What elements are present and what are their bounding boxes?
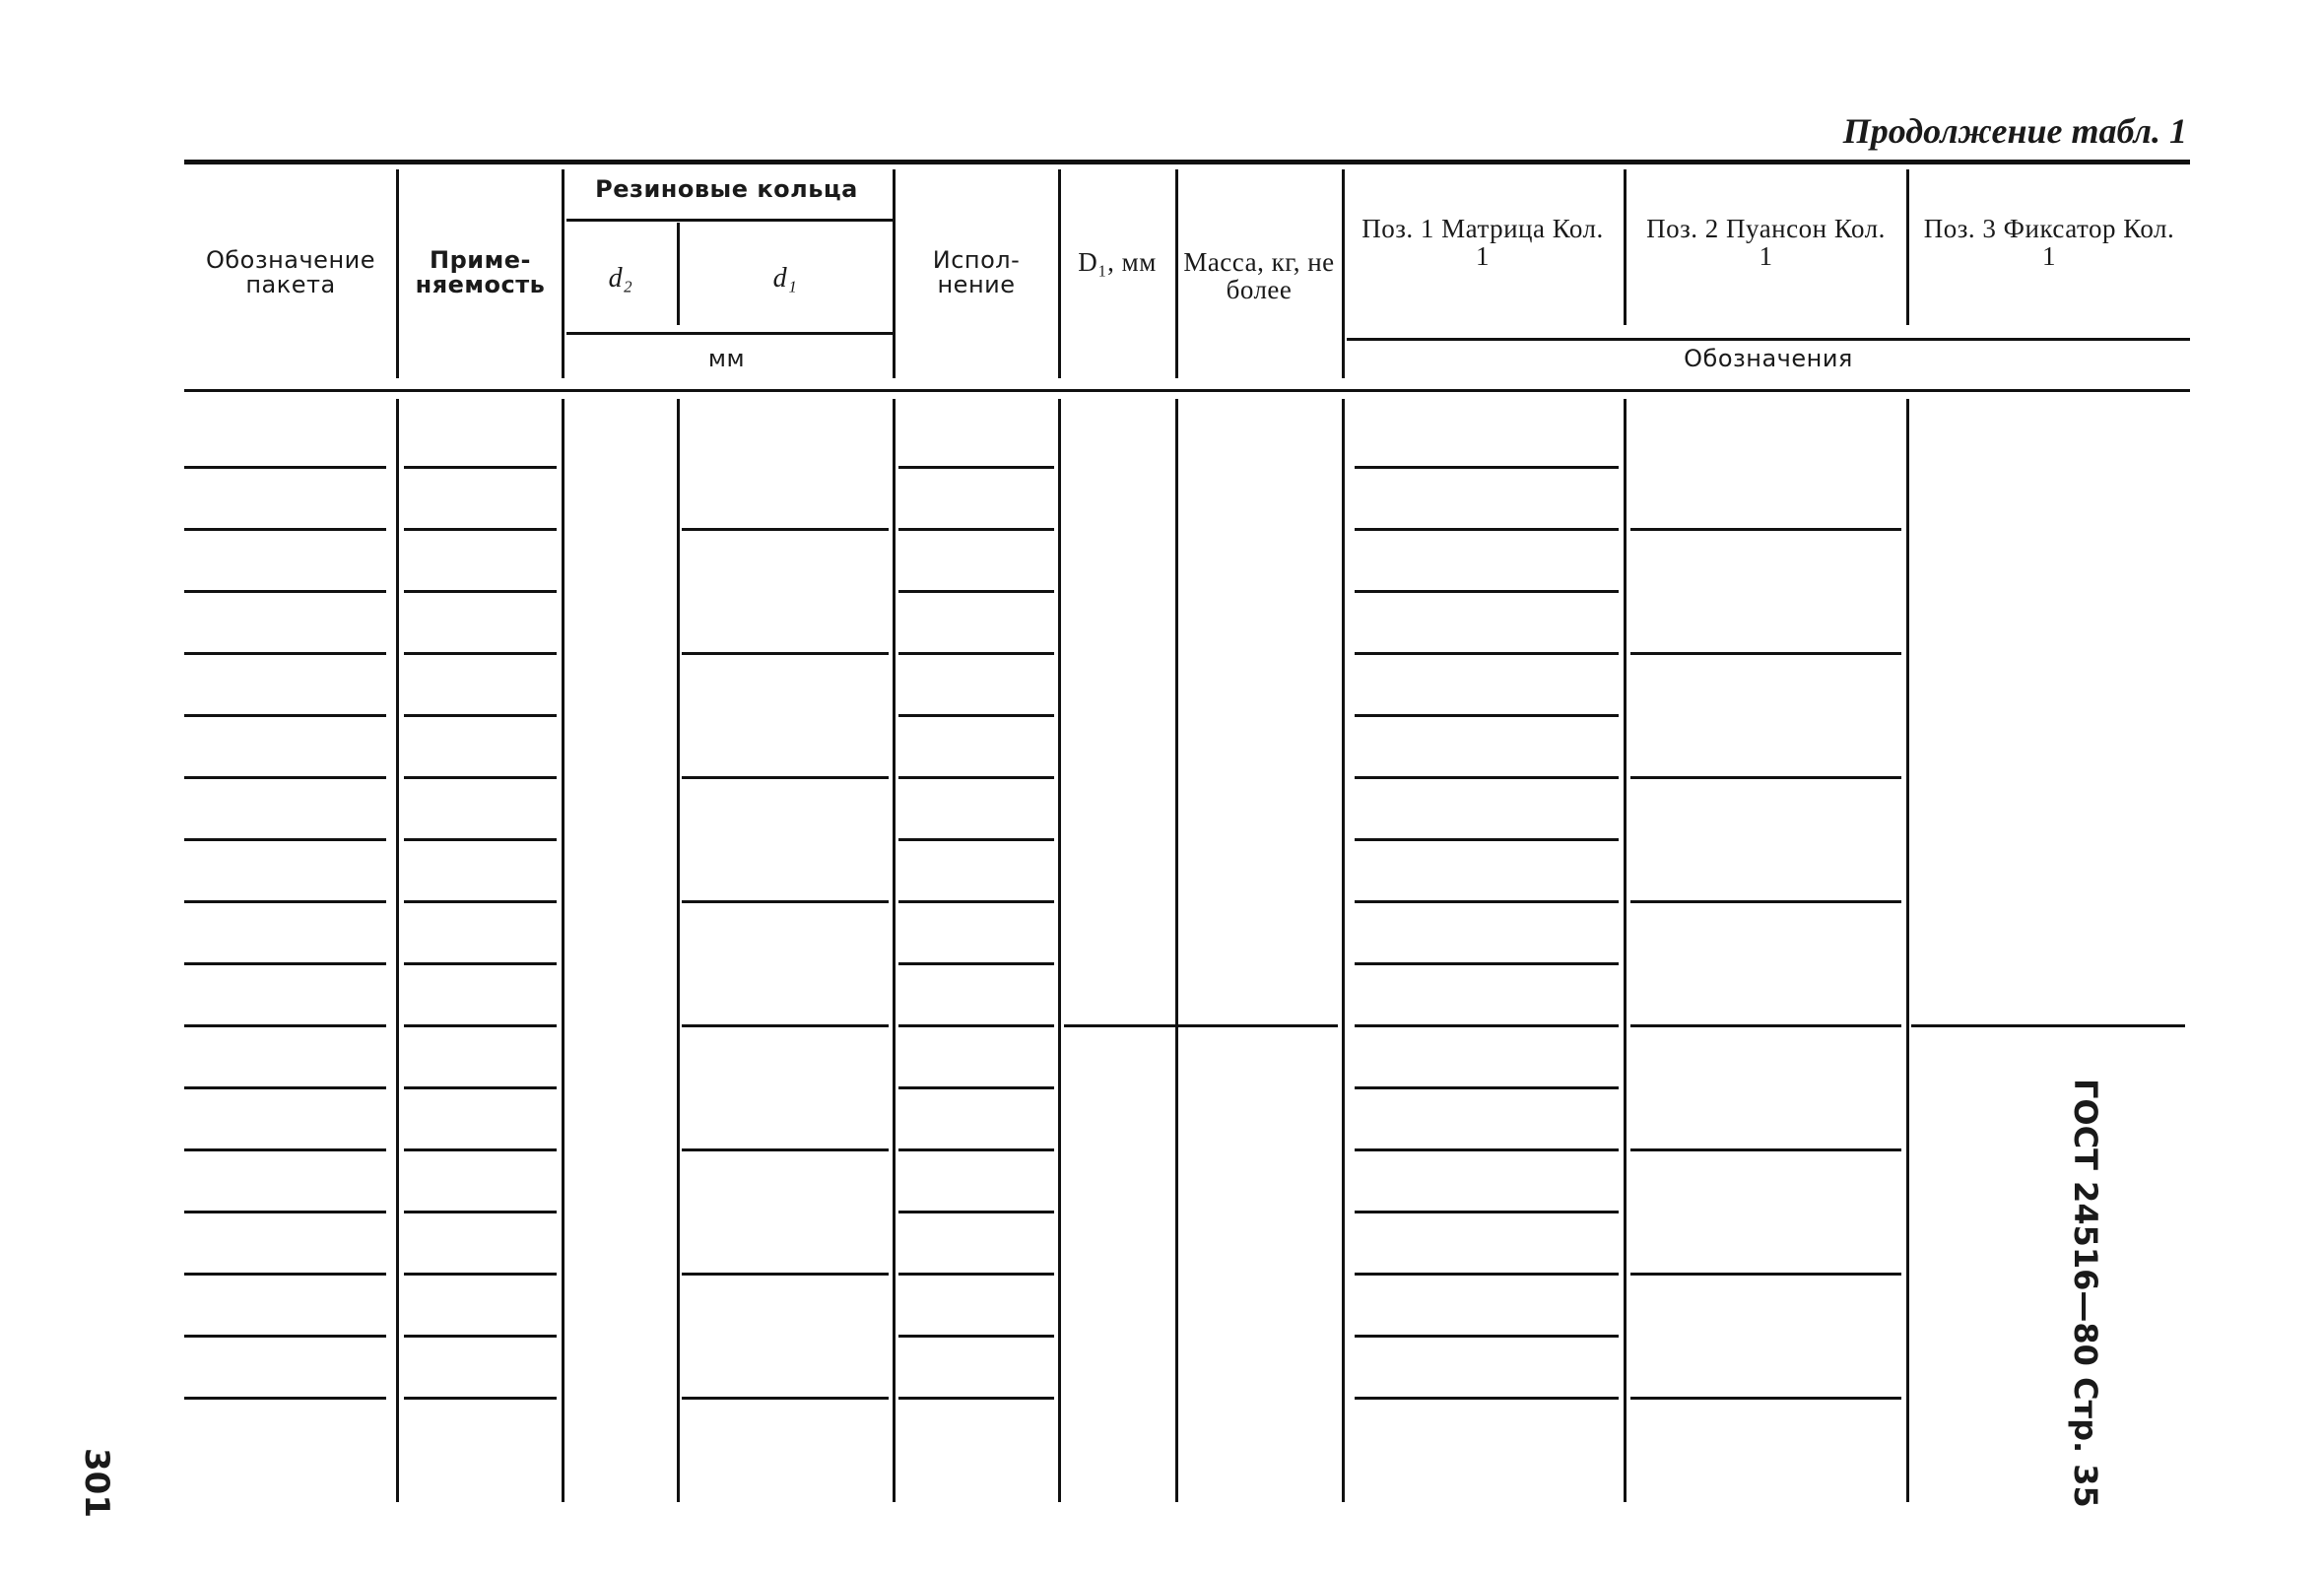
group-rule <box>682 1273 889 1276</box>
body-vline <box>1175 399 1178 1502</box>
header-designations: Обозначения <box>1684 345 1853 372</box>
group-rule <box>682 1397 889 1400</box>
row-rule <box>1355 962 1619 965</box>
header-D1: D₁, мм <box>1078 247 1157 277</box>
row-rule <box>404 962 557 965</box>
row-rule <box>404 900 557 903</box>
group-rule <box>682 652 889 655</box>
row-rule <box>404 528 557 531</box>
row-rule <box>1355 1148 1619 1151</box>
row-rule <box>184 466 386 469</box>
row-rule <box>1355 900 1619 903</box>
group-rule <box>1630 776 1901 779</box>
row-rule <box>404 652 557 655</box>
header-d2: d₂ <box>608 263 633 294</box>
row-rule <box>404 1397 557 1400</box>
hdr-designations-rule <box>1347 338 2190 341</box>
group-rule <box>1630 900 1901 903</box>
row-rule <box>898 1397 1054 1400</box>
row-rule <box>404 1148 557 1151</box>
group-rule <box>682 528 889 531</box>
row-rule <box>1355 1211 1619 1213</box>
row-rule <box>404 714 557 717</box>
hdr-vline <box>1624 169 1627 325</box>
hdr-vline <box>893 169 896 378</box>
row-rule <box>404 776 557 779</box>
row-rule <box>898 1273 1054 1276</box>
row-rule <box>184 590 386 593</box>
group-rule <box>1630 652 1901 655</box>
row-rule <box>1355 838 1619 841</box>
row-rule <box>898 776 1054 779</box>
row-rule <box>898 1024 1054 1027</box>
header-bottom-rule <box>184 389 2190 392</box>
body-vline <box>893 399 896 1502</box>
row-rule <box>184 1148 386 1151</box>
group-rule <box>682 776 889 779</box>
page-number: 301 <box>77 1448 116 1518</box>
row-rule <box>184 776 386 779</box>
row-rule <box>404 1086 557 1089</box>
row-rule <box>1355 652 1619 655</box>
row-rule <box>1355 776 1619 779</box>
row-rule <box>184 714 386 717</box>
body-vline <box>1342 399 1345 1502</box>
row-rule <box>1355 1086 1619 1089</box>
side-gost-text: ГОСТ 24516—80 Стр. 35 <box>2067 1079 2104 1508</box>
row-rule <box>898 900 1054 903</box>
row-rule <box>898 1335 1054 1338</box>
row-rule <box>404 1273 557 1276</box>
row-rule <box>898 838 1054 841</box>
row-rule <box>404 1211 557 1213</box>
group-rule <box>1630 1397 1901 1400</box>
group-rule <box>1630 1273 1901 1276</box>
hdr-mm-rule <box>566 332 893 335</box>
header-mass: Масса, кг, не более <box>1183 247 1335 305</box>
hdr-vline <box>562 169 564 378</box>
row-rule <box>184 1397 386 1400</box>
group-rule <box>1630 1148 1901 1151</box>
group-rule <box>1630 1024 1901 1027</box>
row-rule <box>1355 1335 1619 1338</box>
hdr-vline <box>1175 169 1178 378</box>
body-vline <box>1906 399 1909 1502</box>
row-rule <box>1355 590 1619 593</box>
hdr-vline <box>677 223 680 325</box>
header-version: Испол-нение <box>932 246 1021 299</box>
row-rule <box>898 1086 1054 1089</box>
hdr-vline <box>1342 169 1345 378</box>
table-caption: Продолжение табл. 1 <box>1842 111 2187 151</box>
hdr-vline <box>1058 169 1061 378</box>
header-mm: мм <box>707 345 746 372</box>
row-rule <box>898 528 1054 531</box>
group-rule <box>682 1024 889 1027</box>
row-rule <box>184 1211 386 1213</box>
row-rule <box>184 1024 386 1027</box>
row-rule <box>1355 466 1619 469</box>
row-rule <box>898 1148 1054 1151</box>
row-rule <box>404 838 557 841</box>
hdr-vline <box>1906 169 1909 325</box>
body-vline <box>562 399 564 1502</box>
group-rule <box>1630 528 1901 531</box>
header-pos1: Поз. 1 Матрица Кол. 1 <box>1361 214 1604 272</box>
header-top-rule <box>184 160 2190 164</box>
header-pos3: Поз. 3 Фиксатор Кол. 1 <box>1923 214 2175 272</box>
hdr-vline <box>396 169 399 378</box>
block-rule <box>1064 1024 1338 1027</box>
body-vline <box>1058 399 1061 1502</box>
row-rule <box>1355 1273 1619 1276</box>
group-rule <box>682 900 889 903</box>
row-rule <box>184 1335 386 1338</box>
row-rule <box>404 466 557 469</box>
row-rule <box>1355 714 1619 717</box>
row-rule <box>184 1086 386 1089</box>
row-rule <box>1355 1024 1619 1027</box>
header-rubber-rings: Резиновые кольца <box>595 175 858 203</box>
body-vline <box>677 399 680 1502</box>
row-rule <box>898 714 1054 717</box>
hdr-rings-rule <box>566 219 893 222</box>
row-rule <box>404 1024 557 1027</box>
block-rule <box>1911 1024 2185 1027</box>
row-rule <box>898 466 1054 469</box>
row-rule <box>898 590 1054 593</box>
header-d1: d₁ <box>772 263 798 294</box>
row-rule <box>898 962 1054 965</box>
row-rule <box>184 962 386 965</box>
body-vline <box>1624 399 1627 1502</box>
row-rule <box>184 652 386 655</box>
header-pos2: Поз. 2 Пуансон Кол. 1 <box>1646 214 1886 272</box>
row-rule <box>1355 1397 1619 1400</box>
group-rule <box>682 1148 889 1151</box>
row-rule <box>184 838 386 841</box>
row-rule <box>898 652 1054 655</box>
header-designation: Обозначение пакета <box>205 246 376 299</box>
row-rule <box>184 1273 386 1276</box>
row-rule <box>184 900 386 903</box>
row-rule <box>898 1211 1054 1213</box>
row-rule <box>404 590 557 593</box>
body-vline <box>396 399 399 1502</box>
row-rule <box>1355 528 1619 531</box>
header-applicability: Приме-няемость <box>415 246 546 299</box>
row-rule <box>404 1335 557 1338</box>
row-rule <box>184 528 386 531</box>
